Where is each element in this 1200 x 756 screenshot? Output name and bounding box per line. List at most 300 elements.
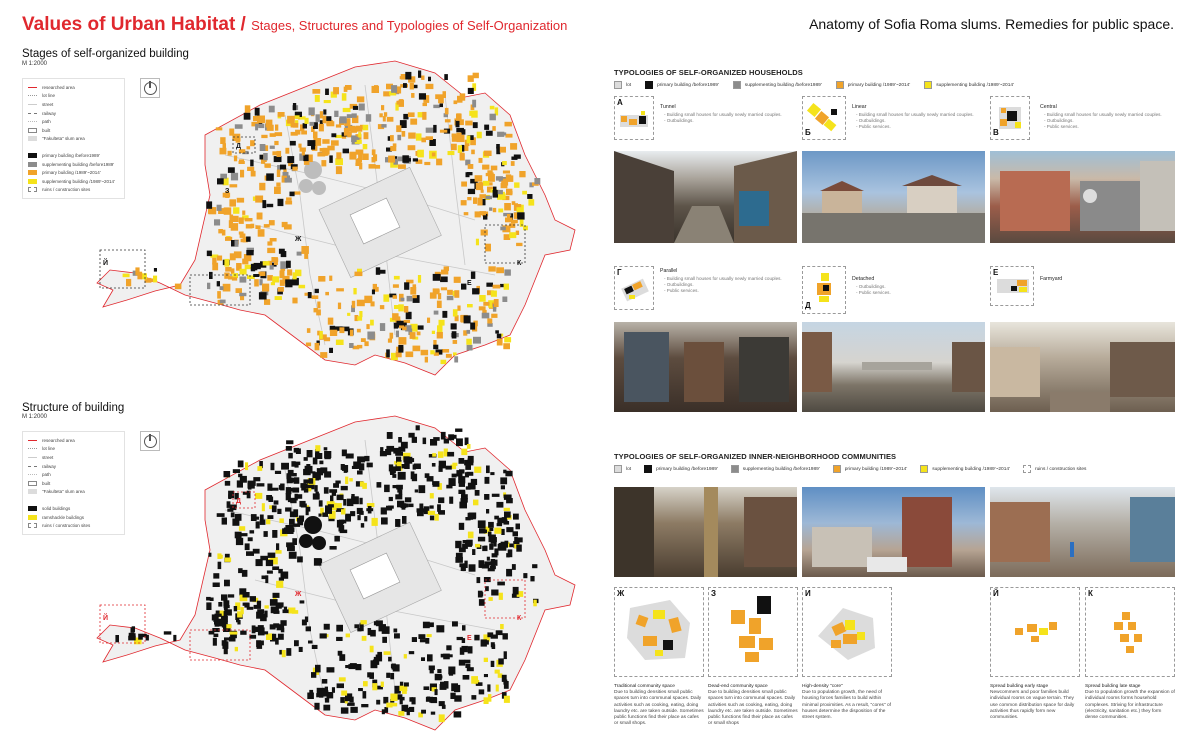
building-footprint [251,264,257,271]
building-footprint [393,485,400,488]
building-footprint [233,216,239,222]
building-footprint [377,482,382,488]
legend-label: supplementing building /1989'~2014' [42,178,115,184]
building-footprint [323,116,327,124]
building-footprint [257,466,262,471]
building-footprint [403,83,407,88]
building-footprint [456,114,462,121]
building-footprint [479,599,485,606]
building-footprint [359,498,362,505]
typology-name: Central [1040,104,1057,110]
typology-desc: - Outbuildings. - Public services. [856,284,891,295]
building-footprint [284,224,292,229]
building-footprint [471,272,475,279]
building-footprint [350,330,353,337]
building-footprint [498,658,504,664]
building-footprint [220,137,225,144]
building-footprint [445,108,449,115]
building-footprint [217,553,221,559]
building-footprint [349,697,353,703]
building-footprint [223,143,227,151]
building-footprint [259,292,267,299]
building-footprint [442,311,447,318]
building-footprint [496,267,504,273]
typology-desc: - Building small houses for usually newly married couples. - Outbuildings. - Public services. [664,276,782,293]
photo-central-courtyard [990,151,1175,243]
building-footprint [275,125,278,131]
building-footprint [255,493,262,499]
building-footprint [265,575,268,583]
building-footprint [433,340,436,346]
building-footprint [468,75,474,82]
building-footprint [456,470,462,476]
building-footprint [240,269,247,275]
building-footprint [306,512,309,516]
building-footprint [462,646,468,652]
building-footprint [290,141,296,146]
building-footprint [255,225,260,229]
building-footprint [217,291,221,299]
building-footprint [492,553,498,557]
building-footprint [344,465,348,472]
building-footprint [303,479,309,483]
building-footprint [493,208,496,212]
building-footprint [481,230,488,236]
building-footprint [294,191,301,194]
building-footprint [239,293,246,296]
building-footprint [231,223,238,231]
building-footprint [336,288,344,291]
building-footprint [338,303,341,310]
building-footprint [425,638,429,644]
building-footprint [339,654,345,661]
building-footprint [278,634,284,640]
building-footprint [387,117,394,122]
building-footprint [260,515,264,520]
building-footprint [400,697,405,701]
building-footprint [306,626,311,631]
building-footprint [475,490,480,496]
building-footprint [465,472,469,477]
building-footprint [498,193,506,199]
building-footprint [442,349,449,353]
building-footprint [419,485,426,493]
building-footprint [500,147,506,153]
building-footprint [280,165,286,170]
building-footprint [346,454,354,459]
building-footprint [472,288,479,294]
building-footprint [479,306,486,310]
building-footprint [276,581,283,588]
building-footprint [375,165,380,169]
map-letter: Е [467,635,472,642]
building-footprint [356,126,363,132]
bottom-map-title: Structure of building [22,402,125,414]
building-footprint [288,453,293,459]
building-footprint [347,703,355,706]
building-footprint [495,670,500,674]
building-footprint [357,300,365,307]
building-footprint [343,149,349,154]
building-footprint [468,189,475,194]
building-footprint [506,553,510,557]
building-footprint [359,511,364,515]
typology-name: Tunnel [660,104,676,110]
building-footprint [425,357,428,363]
building-footprint [456,120,460,127]
households-title: TYPOLOGIES OF SELF-ORGANIZED HOUSEHOLDS [614,68,803,77]
building-footprint [455,429,462,432]
building-footprint [454,695,461,701]
building-footprint [303,123,307,128]
building-footprint [484,674,488,677]
building-footprint [255,108,260,116]
building-footprint [225,267,231,272]
building-footprint [533,600,537,607]
building-footprint [272,151,278,155]
building-footprint [220,174,227,179]
building-footprint [497,334,502,339]
building-footprint [390,135,394,141]
building-footprint [404,461,410,469]
building-footprint [228,594,234,597]
building-footprint [404,306,408,313]
building-footprint [295,270,301,277]
building-footprint [260,614,267,622]
building-footprint [467,197,471,200]
building-footprint [263,261,270,265]
building-footprint [325,698,329,703]
building-footprint [228,151,232,156]
building-footprint [404,320,410,323]
building-footprint [432,331,435,334]
map-letter: З [225,188,230,195]
building-footprint [213,573,219,578]
building-footprint [484,494,489,500]
building-footprint [222,518,227,525]
building-footprint [311,672,316,678]
building-footprint [404,282,409,290]
building-footprint [324,624,330,630]
building-footprint [473,197,477,204]
building-footprint [426,84,434,89]
building-footprint [224,637,231,640]
building-footprint [399,325,404,328]
building-footprint [364,132,369,139]
building-footprint [400,700,403,704]
building-footprint [257,643,263,649]
building-footprint [479,194,486,198]
building-footprint [398,711,404,716]
building-footprint [435,689,438,695]
building-footprint [217,205,222,211]
building-footprint [221,594,228,600]
building-footprint [218,602,222,607]
building-footprint [316,309,321,315]
building-footprint [309,107,315,115]
building-footprint [402,504,408,508]
building-footprint [271,282,275,285]
building-footprint [504,203,511,210]
building-footprint [412,474,417,482]
building-footprint [530,576,534,581]
building-footprint [275,550,281,554]
building-footprint [528,199,534,205]
building-footprint [389,497,393,501]
building-footprint [270,133,276,137]
building-footprint [483,181,490,186]
building-footprint [487,684,490,691]
building-footprint [276,602,283,607]
building-footprint [324,471,331,477]
building-footprint [465,438,469,446]
building-footprint [388,657,392,662]
building-footprint [487,323,492,327]
building-footprint [395,452,403,456]
building-footprint [309,466,313,474]
building-footprint [426,136,433,140]
building-footprint [392,664,396,670]
building-footprint [285,279,292,287]
building-footprint [331,140,339,145]
building-footprint [267,275,273,281]
typology-name: Parallel [660,268,678,274]
building-footprint [434,311,439,315]
building-footprint [312,645,318,649]
building-footprint [363,691,367,698]
legend-label: primary building /before1989' [656,466,718,472]
building-footprint [410,83,414,90]
building-footprint [270,238,277,242]
building-footprint [390,694,397,702]
building-footprint [374,85,378,89]
building-footprint [486,283,493,287]
building-footprint [497,523,502,526]
community-caption-y [990,684,1080,721]
building-footprint [235,514,242,521]
building-footprint [285,507,291,511]
building-footprint [255,627,261,632]
caption-heading: Dead-end community space [708,684,768,689]
building-footprint [307,450,313,457]
building-footprint [262,631,268,634]
building-footprint [421,710,426,714]
building-footprint [327,667,335,672]
building-footprint [233,207,239,214]
building-footprint [496,176,503,180]
building-footprint [516,524,521,530]
building-footprint [328,318,334,325]
building-footprint [335,503,341,508]
building-footprint [336,340,344,345]
building-footprint [477,132,482,139]
building-footprint [295,462,299,467]
building-footprint [209,631,215,635]
building-footprint [349,343,354,348]
building-footprint [349,478,353,481]
building-footprint [465,660,471,664]
building-footprint [268,497,273,503]
community-letter: И [805,589,811,598]
building-footprint [505,218,513,223]
building-footprint [401,298,405,302]
building-footprint [212,258,216,265]
building-footprint [206,602,211,610]
building-footprint [407,296,413,302]
building-footprint [448,151,455,155]
building-footprint [438,497,444,503]
building-footprint [354,624,359,628]
building-footprint [509,232,516,238]
building-footprint [386,673,390,678]
building-footprint [334,111,338,117]
building-footprint [490,106,495,110]
building-footprint [294,640,299,646]
building-footprint [395,519,400,527]
building-footprint [350,707,357,713]
building-footprint [123,274,130,278]
building-footprint [220,300,226,304]
building-footprint [286,446,292,451]
building-footprint [476,183,483,190]
building-footprint [413,346,421,352]
building-footprint [453,340,458,344]
building-footprint [488,532,492,537]
building-footprint [245,543,250,550]
building-footprint [460,153,465,161]
building-footprint [367,672,371,677]
building-footprint [506,569,512,577]
building-footprint [287,156,294,163]
building-footprint [459,563,466,567]
building-footprint [432,453,436,457]
building-footprint [443,654,450,660]
building-footprint [503,633,508,639]
building-footprint [251,481,256,486]
building-footprint [498,673,503,677]
building-footprint [504,495,512,499]
building-footprint [336,625,343,632]
building-footprint [441,654,444,658]
building-footprint [319,461,323,465]
building-footprint [258,229,265,237]
building-footprint [456,438,463,446]
community-diagram-y [990,587,1080,677]
legend-label: supplementing building /before1989' [42,161,115,167]
building-footprint [371,301,375,306]
legend-label: street [42,454,54,460]
building-footprint [478,537,485,542]
building-footprint [339,327,344,333]
building-footprint [479,158,483,163]
building-footprint [491,314,497,318]
caption-heading: Spread building early stage [990,684,1049,689]
building-footprint [427,318,430,323]
building-footprint [403,114,408,120]
top-map-title: Stages of self-organized building [22,48,189,60]
building-footprint [257,483,265,486]
building-footprint [330,495,333,501]
building-footprint [207,251,212,257]
building-footprint [459,660,465,666]
building-footprint [504,651,507,659]
legend-label: ruins / construction sites [42,187,91,193]
main-title: Values of Urban Habitat / [22,14,246,35]
building-footprint [410,119,417,125]
building-footprint [457,96,463,103]
building-footprint [277,170,281,177]
building-footprint [251,514,257,521]
legend-label: ruins / construction sites [1034,466,1087,472]
building-footprint [230,253,236,260]
right-title: Anatomy of Sofia Roma slums. Remedies for public space. [809,16,1174,32]
building-footprint [412,697,416,704]
building-footprint [437,301,442,308]
building-footprint [173,635,176,641]
building-footprint [299,285,306,289]
building-footprint [296,448,301,454]
building-footprint [468,164,474,169]
building-footprint [477,198,482,206]
building-footprint [269,220,275,225]
building-footprint [283,609,289,613]
building-footprint [410,287,416,295]
building-footprint [391,85,397,93]
building-footprint [346,634,350,638]
building-footprint [267,515,273,519]
building-footprint [289,552,297,559]
building-footprint [487,557,490,561]
legend-label: primary building /1989'~2014' [42,170,101,176]
caption-text: Due to building densities small public spaces turn into communal spaces. Daily activities such as cooking, eating, doing laundry etc. are taken outside. Sometimes public functions find their place as cafes or small shops. [614,690,704,727]
building-footprint [381,682,384,687]
building-footprint [339,520,344,525]
building-footprint [437,325,443,332]
building-footprint [279,518,284,523]
building-footprint [424,162,430,165]
building-footprint [503,343,510,349]
building-footprint [466,172,470,177]
building-footprint [382,637,387,643]
communities-title: TYPOLOGIES OF SELF-ORGANIZED INNER-NEIGHBORHOOD COMMUNITIES [614,452,897,461]
building-footprint [236,288,243,293]
building-footprint [502,297,507,303]
building-footprint [494,528,501,534]
photo-traditional-community [614,487,797,577]
building-footprint [456,553,463,559]
building-footprint [384,112,387,117]
map-letter: Ж [295,591,302,598]
legend-label: railway [42,110,57,116]
community-zh-icon [615,588,703,676]
legend-label: lot [626,82,632,88]
building-footprint [294,477,300,484]
building-footprint [523,226,528,231]
building-footprint [247,607,254,610]
building-footprint [286,261,291,268]
building-footprint [406,352,414,358]
building-footprint [305,118,309,124]
building-footprint [449,497,453,504]
photo-linear-street [802,151,985,243]
building-footprint [306,507,311,512]
building-footprint [322,152,327,156]
building-footprint [413,158,418,161]
building-footprint [379,113,382,117]
building-footprint [390,146,396,151]
building-footprint [465,121,472,126]
building-footprint [320,148,324,152]
